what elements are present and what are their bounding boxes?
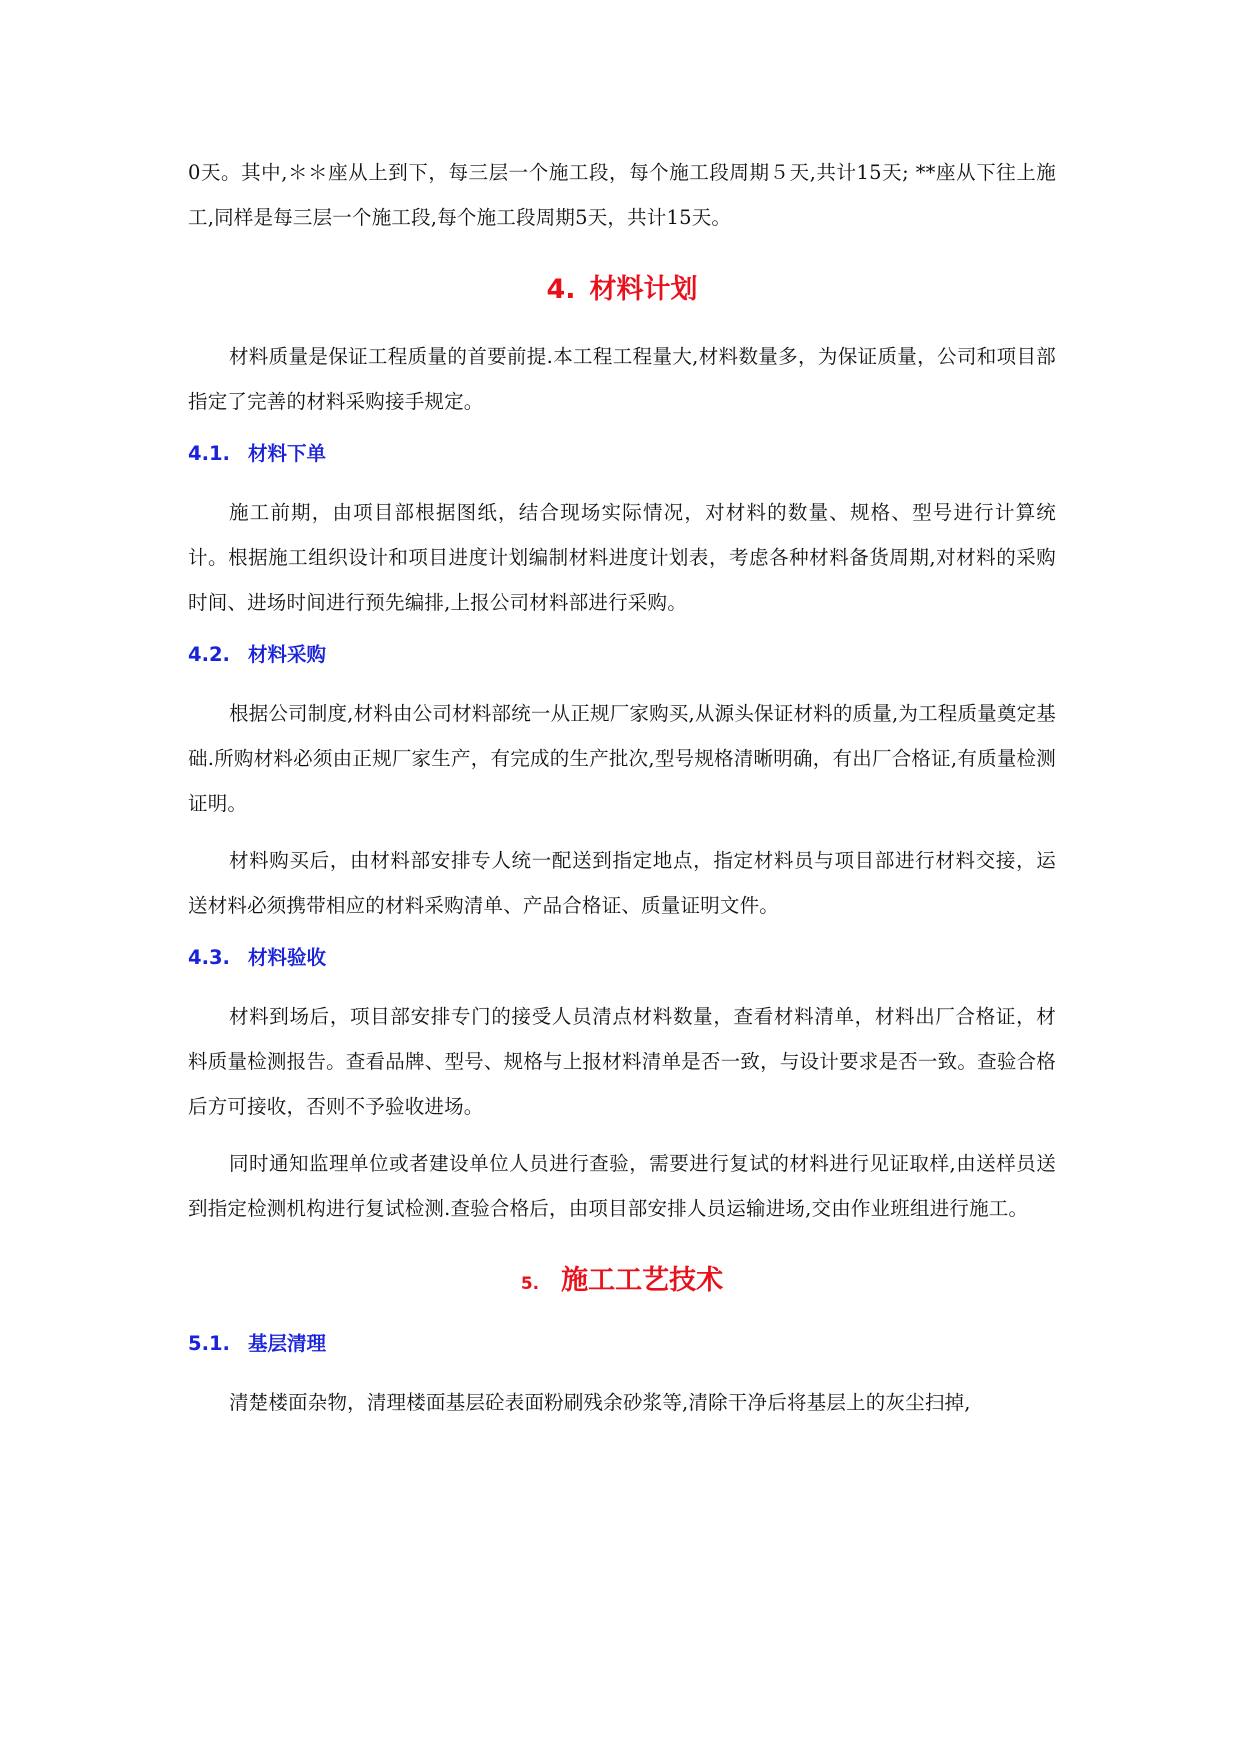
heading-section-4 bbox=[188, 270, 1056, 310]
subsection-title: 材料下单 bbox=[248, 442, 327, 465]
subsection-number: 5.1. bbox=[188, 1332, 230, 1355]
subsection-number: 4.2. bbox=[188, 643, 230, 666]
subsection-title: 材料验收 bbox=[248, 946, 327, 969]
paragraph-material-acceptance: 材料到场后，项目部安排专门的接受人员清点材料数量，查看材料清单，材料出厂合格证，材料质量检测报告。查看品牌、型号、规格与上报材料清单是否一致，与设计要求是否一致。查验合格后方可接收，否则不予验收进场。 bbox=[188, 1005, 1056, 1118]
subsection-title: 基层清理 bbox=[248, 1332, 327, 1355]
heading-4-2 bbox=[188, 639, 1056, 671]
heading-section-5 bbox=[188, 1261, 1056, 1304]
paragraph-material-purchase: 根据公司制度,材料由公司材料部统一从正规厂家购买,从源头保证材料的质量,为工程质量奠定基础.所购材料必须由正规厂家生产，有完成的生产批次,型号规格清晰明确，有出厂合格证,有质量检测证明。 bbox=[188, 702, 1056, 815]
paragraph-material-delivery: 材料购买后，由材料部安排专人统一配送到指定地点，指定材料员与项目部进行材料交接，运送材料必须携带相应的材料采购清单、产品合格证、质量证明文件。 bbox=[188, 849, 1056, 917]
subsection-number: 4.1. bbox=[188, 442, 230, 465]
subsection-title: 材料采购 bbox=[248, 643, 327, 666]
section-number: 5. bbox=[520, 1274, 540, 1294]
section-number: 4. bbox=[546, 274, 576, 305]
heading-4-1 bbox=[188, 438, 1056, 470]
subsection-number: 4.3. bbox=[188, 946, 230, 969]
section-title: 施工工艺技术 bbox=[561, 1265, 724, 1296]
heading-4-3 bbox=[188, 942, 1056, 974]
paragraph-supervision-inspection: 同时通知监理单位或者建设单位人员进行查验，需要进行复试的材料进行见证取样,由送样员送到指定检测机构进行复试检测.查验合格后，由项目部安排人员运输进场,交由作业班组进行施工。 bbox=[188, 1152, 1056, 1220]
heading-5-1 bbox=[188, 1328, 1056, 1360]
paragraph-material-quality: 材料质量是保证工程质量的首要前提.本工程工程量大,材料数量多，为保证质量，公司和项目部指定了完善的材料采购接手规定。 bbox=[188, 345, 1056, 413]
document-page bbox=[188, 150, 1056, 1437]
paragraph-base-cleaning: 清楚楼面杂物，清理楼面基层砼表面粉刷残余砂浆等,清除干净后将基层上的灰尘扫掉, bbox=[228, 1391, 971, 1414]
paragraph-material-ordering: 施工前期，由项目部根据图纸，结合现场实际情况，对材料的数量、规格、型号进行计算统计。根据施工组织设计和项目进度计划编制材料进度计划表，考虑各种材料备货周期,对材料的采购时间、进场时间进行预先编排,上报公司材料部进行采购。 bbox=[188, 501, 1056, 614]
section-title: 材料计划 bbox=[589, 274, 698, 305]
paragraph-schedule-continued: 0天。其中,＊＊座从上到下，每三层一个施工段，每个施工段周期５天,共计15天; **座从下往上施工,同样是每三层一个施工段,每个施工段周期5天，共计15天。 bbox=[188, 161, 1056, 229]
